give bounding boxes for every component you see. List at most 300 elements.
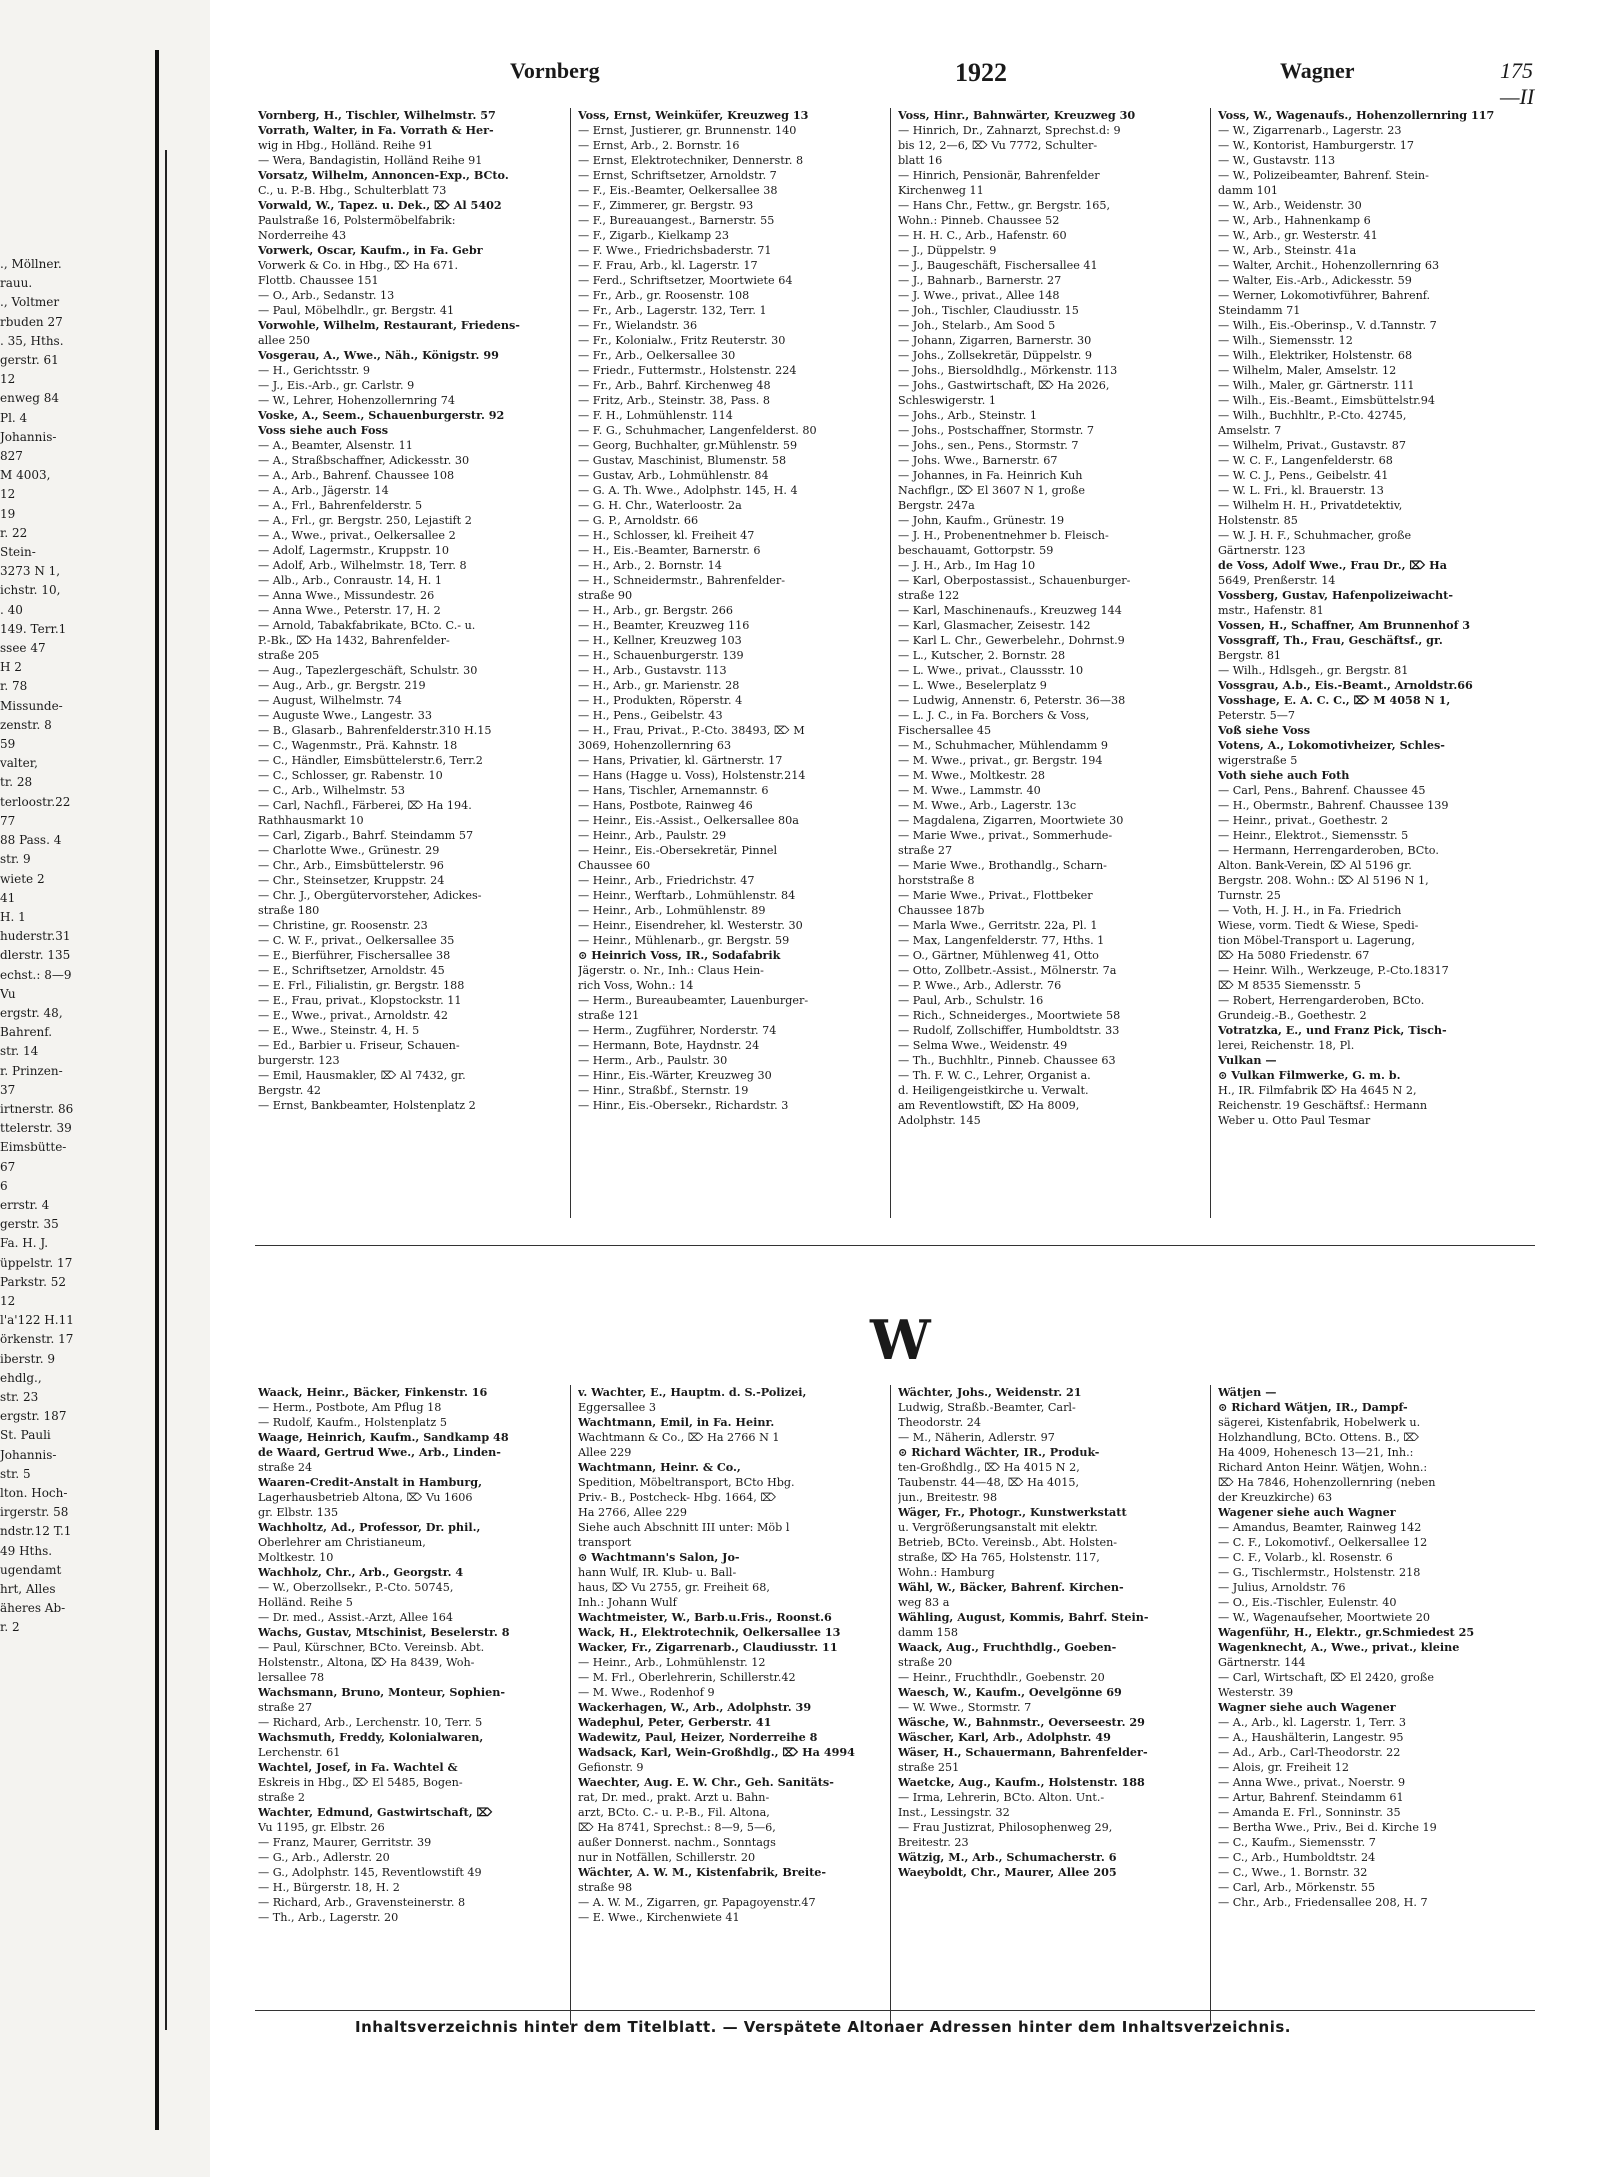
directory-entry: — F. Wwe., Friedrichsbaderstr. 71	[578, 244, 772, 257]
directory-entry: — F. G., Schuhmacher, Langenfelderst. 80	[578, 424, 817, 437]
directory-entry: — L., Kutscher, 2. Bornstr. 28	[898, 649, 1066, 662]
left-page-fragment: 3273 N 1,	[0, 564, 61, 579]
directory-entry: — G. H. Chr., Waterloostr. 2a	[578, 499, 742, 512]
left-page-fragment: enweg 84	[0, 391, 59, 406]
directory-entry: — Hans Chr., Fettw., gr. Bergstr. 165,	[898, 199, 1111, 212]
directory-entry: Vu 1195, gr. Elbstr. 26	[258, 1821, 385, 1834]
directory-entry: — E., Schriftsetzer, Arnoldstr. 45	[258, 964, 445, 977]
left-page-fragment: valter,	[0, 756, 38, 771]
directory-entry: Inst., Lessingstr. 32	[898, 1806, 1010, 1819]
directory-entry: — H. H. C., Arb., Hafenstr. 60	[898, 229, 1067, 242]
directory-entry: Waaren-Credit-Anstalt in Hamburg,	[258, 1475, 483, 1489]
directory-entry: — Ludwig, Annenstr. 6, Peterstr. 36—38	[898, 694, 1126, 707]
directory-entry: beschauamt, Gottorpstr. 59	[898, 544, 1054, 557]
directory-entry: — Wilh., Siemensstr. 12	[1218, 334, 1353, 347]
directory-entry: lersallee 78	[258, 1671, 325, 1684]
directory-entry: Gefionstr. 9	[578, 1761, 644, 1774]
directory-entry: — E. Wwe., Kirchenwiete 41	[578, 1911, 740, 1924]
directory-entry: — Alb., Arb., Conraustr. 14, H. 1	[258, 574, 443, 587]
directory-entry: — Walter, Eis.-Arb., Adickesstr. 59	[1218, 274, 1412, 287]
directory-entry: — Rudolf, Kaufm., Holstenplatz 5	[258, 1416, 447, 1429]
header-first-entry: Vornberg	[510, 58, 600, 83]
directory-entry: — W. C. J., Pens., Geibelstr. 41	[1218, 469, 1389, 482]
directory-entry: — Heinr., Arb., Lohmühlenstr. 12	[578, 1656, 766, 1669]
directory-entry: Voss, Ernst, Weinküfer, Kreuzweg 13	[578, 108, 809, 122]
directory-entry: Wack, H., Elektrotechnik, Oelkersallee 13	[578, 1625, 841, 1639]
directory-entry: Lerchenstr. 61	[258, 1746, 341, 1759]
directory-entry: hann Wulf, IR. Klub- u. Ball-	[578, 1566, 737, 1579]
left-page-fragment: Fa. H. J.	[0, 1236, 49, 1251]
directory-entry: — Paul, Arb., Schulstr. 16	[898, 994, 1044, 1007]
directory-entry: — Th., Buchhltr., Pinneb. Chaussee 63	[898, 1054, 1116, 1067]
directory-entry: — Rudolf, Zollschiffer, Humboldtstr. 33	[898, 1024, 1120, 1037]
directory-entry: — Irma, Lehrerin, BCto. Alton. Unt.-	[898, 1791, 1105, 1804]
directory-entry: de Waard, Gertrud Wwe., Arb., Linden-	[258, 1445, 501, 1459]
directory-entry: Norderreihe 43	[258, 229, 347, 242]
directory-entry: Eggersallee 3	[578, 1401, 656, 1414]
directory-entry: Bergstr. 247a	[898, 499, 975, 512]
section-letter: W	[870, 1308, 931, 1372]
directory-entry: blatt 16	[898, 154, 943, 167]
directory-entry: — Heinr., Arb., Paulstr. 29	[578, 829, 727, 842]
directory-entry: — Joh., Stelarb., Am Sood 5	[898, 319, 1056, 332]
left-page-fragments	[0, 255, 80, 1638]
directory-entry: — C., Schlosser, gr. Rabenstr. 10	[258, 769, 443, 782]
directory-entry: Wähling, August, Kommis, Bahrf. Stein-	[898, 1610, 1149, 1624]
left-page-fragment: r. 2	[0, 1620, 20, 1635]
directory-entry: Votratzka, E., und Franz Pick, Tisch-	[1218, 1023, 1447, 1037]
directory-entry: Ha 4009, Hohenesch 13—21, Inh.:	[1218, 1446, 1414, 1459]
directory-entry: — Hermann, Bote, Haydnstr. 24	[578, 1039, 760, 1052]
directory-entry: — Karl L. Chr., Gewerbelehr., Dohrnst.9	[898, 634, 1125, 647]
directory-entry: — E., Wwe., privat., Arnoldstr. 42	[258, 1009, 448, 1022]
directory-entry: — Karl, Glasmacher, Zeisestr. 142	[898, 619, 1091, 632]
directory-entry: — Frau Justizrat, Philosophenweg 29,	[898, 1821, 1113, 1834]
directory-entry: straße 122	[898, 589, 960, 602]
left-page-fragment: l'a'122 H.11	[0, 1313, 74, 1328]
directory-entry: Ha 2766, Allee 229	[578, 1506, 687, 1519]
directory-entry: — M. Wwe., Rodenhof 9	[578, 1686, 715, 1699]
left-page-fragment: ., Möllner.	[0, 257, 62, 271]
directory-entry: — Johannes, in Fa. Heinrich Kuh	[898, 469, 1083, 482]
directory-entry: — Walter, Archit., Hohenzollernring 63	[1218, 259, 1440, 272]
directory-entry: — Heinr., privat., Goethestr. 2	[1218, 814, 1389, 827]
directory-entry: — A., Wwe., privat., Oelkersallee 2	[258, 529, 456, 542]
directory-entry: — F. Frau, Arb., kl. Lagerstr. 17	[578, 259, 758, 272]
directory-entry: Eskreis in Hbg., ⌦ El 5485, Bogen-	[258, 1776, 463, 1789]
directory-entry: — C. W. F., privat., Oelkersallee 35	[258, 934, 455, 947]
directory-entry: — Marla Wwe., Gerritstr. 22a, Pl. 1	[898, 919, 1098, 932]
directory-entry: allee 250	[258, 334, 310, 347]
directory-entry: — C., Wwe., 1. Bornstr. 32	[1218, 1866, 1368, 1879]
directory-entry: — O., Gärtner, Mühlenweg 41, Otto	[898, 949, 1099, 962]
directory-entry: — Ernst, Bankbeamter, Holstenplatz 2	[258, 1099, 476, 1112]
left-page-fragment: Johannis-	[0, 429, 57, 444]
directory-entry: — Hans (Hagge u. Voss), Holstenstr.214	[578, 769, 806, 782]
directory-entry: Taubenstr. 44—48, ⌦ Ha 4015,	[898, 1476, 1080, 1489]
page-left-edge	[165, 150, 167, 2030]
directory-entry: — C., Arb., Wilhelmstr. 53	[258, 784, 406, 797]
directory-entry: — Wera, Bandagistin, Holländ Reihe 91	[258, 154, 483, 167]
directory-entry: Paulstraße 16, Polstermöbelfabrik:	[258, 214, 456, 227]
directory-entry: Waesch, W., Kaufm., Oevelgönne 69	[898, 1685, 1122, 1699]
directory-entry: — A., Straßbschaffner, Adickesstr. 30	[258, 454, 470, 467]
directory-entry: Waage, Heinrich, Kaufm., Sandkamp 48	[258, 1430, 509, 1444]
left-page-fragment: gerstr. 35	[0, 1217, 59, 1232]
directory-entry: straße 180	[258, 904, 320, 917]
directory-entry: — Fr., Arb., Oelkersallee 30	[578, 349, 736, 362]
directory-entry: — Chr. J., Obergütervorsteher, Adickes-	[258, 889, 482, 902]
directory-entry: Ludwig, Straßb.-Beamter, Carl-	[898, 1401, 1076, 1414]
directory-entry: Amselstr. 7	[1218, 424, 1282, 437]
directory-entry: rat, Dr. med., prakt. Arzt u. Bahn-	[578, 1791, 770, 1804]
directory-entry: — H., Arb., 2. Bornstr. 14	[578, 559, 722, 572]
directory-entry: — W., Arb., Hahnenkamp 6	[1218, 214, 1371, 227]
column-rule	[1210, 1385, 1211, 2025]
directory-entry: Vosgerau, A., Wwe., Näh., Königstr. 99	[258, 348, 499, 362]
directory-entry: Theodorstr. 24	[898, 1416, 981, 1429]
directory-entry: — H., Arb., Gustavstr. 113	[578, 664, 727, 677]
directory-entry: — F., Zigarb., Kielkamp 23	[578, 229, 729, 242]
left-page-fragment: echst.: 8—9	[0, 967, 72, 982]
column-rule	[890, 108, 891, 1218]
directory-entry: Wiese, vorm. Tiedt & Wiese, Spedi-	[1218, 919, 1419, 932]
directory-entry: — W., Zigarrenarb., Lagerstr. 23	[1218, 124, 1402, 137]
directory-entry: — A., Arb., kl. Lagerstr. 1, Terr. 3	[1218, 1716, 1407, 1729]
directory-entry: — Ernst, Elektrotechniker, Dennerstr. 8	[578, 154, 804, 167]
directory-entry: horststraße 8	[898, 874, 975, 887]
directory-entry: Vossen, H., Schaffner, Am Brunnenhof 3	[1218, 618, 1471, 632]
directory-entry: — Th. F. W. C., Lehrer, Organist a.	[898, 1069, 1091, 1082]
directory-entry: — P. Wwe., Arb., Adlerstr. 76	[898, 979, 1062, 992]
directory-entry: — W., Gustavstr. 113	[1218, 154, 1336, 167]
directory-entry: — Hinr., Eis.-Obersekr., Richardstr. 3	[578, 1099, 789, 1112]
directory-entry: Wäscher, Karl, Arb., Adolphstr. 49	[898, 1730, 1111, 1744]
directory-entry: — Carl, Nachfl., Färberei, ⌦ Ha 194.	[258, 799, 472, 812]
directory-entry: — Friedr., Futtermstr., Holstenstr. 224	[578, 364, 797, 377]
directory-entry: Wätzig, M., Arb., Schumacherstr. 6	[898, 1850, 1117, 1864]
directory-entry: Wachter, Edmund, Gastwirtschaft, ⌦	[258, 1805, 493, 1819]
directory-entry: straße, ⌦ Ha 765, Holstenstr. 117,	[898, 1551, 1100, 1564]
directory-entry: — Fr., Arb., gr. Roosenstr. 108	[578, 289, 750, 302]
directory-entry: — Charlotte Wwe., Grünestr. 29	[258, 844, 440, 857]
directory-entry: ⊙ Heinrich Voss, IR., Sodafabrik	[578, 948, 781, 962]
directory-entry: Peterstr. 5—7	[1218, 709, 1295, 722]
directory-entry: — Georg, Buchhalter, gr.Mühlenstr. 59	[578, 439, 798, 452]
directory-entry: Waack, Heinr., Bäcker, Finkenstr. 16	[258, 1385, 488, 1399]
directory-entry: — Carl, Zigarb., Bahrf. Steindamm 57	[258, 829, 474, 842]
left-page-fragment: r. 22	[0, 525, 28, 540]
directory-entry: — H., Obermstr., Bahrenf. Chaussee 139	[1218, 799, 1449, 812]
directory-entry: — C. F., Lokomotivf., Oelkersallee 12	[1218, 1536, 1428, 1549]
directory-entry: — Heinr. Wilh., Werkzeuge, P.-Cto.18317	[1218, 964, 1449, 977]
left-page-fragment: ssee 47	[0, 641, 46, 656]
directory-entry: — O., Arb., Sedanstr. 13	[258, 289, 395, 302]
directory-entry: ⊙ Richard Wächter, IR., Produk-	[898, 1445, 1100, 1459]
directory-entry: — E., Bierführer, Fischersallee 38	[258, 949, 451, 962]
directory-entry: Vorwerk & Co. in Hbg., ⌦ Ha 671.	[258, 259, 459, 272]
left-page-fragment: üppelstr. 17	[0, 1255, 73, 1270]
directory-entry: — Wilh., Elektriker, Holstenstr. 68	[1218, 349, 1413, 362]
left-page-fragment: Pl. 4	[0, 410, 28, 425]
directory-entry: Jägerstr. o. Nr., Inh.: Claus Hein-	[578, 964, 764, 977]
directory-entry: — Heinr., Arb., Lohmühlenstr. 89	[578, 904, 766, 917]
directory-entry: — Herm., Arb., Paulstr. 30	[578, 1054, 728, 1067]
directory-entry: Gärtnerstr. 144	[1218, 1656, 1306, 1669]
directory-entry: Vulkan —	[1218, 1053, 1277, 1067]
directory-entry: Vorwohle, Wilhelm, Restaurant, Friedens-	[258, 318, 520, 332]
directory-entry: straße 20	[898, 1656, 953, 1669]
left-page-fragment: 59	[0, 737, 16, 752]
directory-entry: Flottb. Chaussee 151	[258, 274, 379, 287]
directory-entry: Siehe auch Abschnitt III unter: Möb l	[578, 1521, 790, 1534]
directory-entry: — Wilh., Maler, gr. Gärtnerstr. 111	[1218, 379, 1415, 392]
left-page-fragment: rbuden 27	[0, 314, 63, 329]
directory-entry: — Hermann, Herrengarderoben, BCto.	[1218, 844, 1439, 857]
left-page-fragment: 6	[0, 1178, 8, 1193]
directory-entry: straße 121	[578, 1009, 640, 1022]
left-page-fragment: ichstr. 10,	[0, 583, 61, 598]
directory-entry: ⊙ Vulkan Filmwerke, G. m. b.	[1218, 1068, 1401, 1082]
directory-entry: straße 27	[258, 1701, 313, 1714]
left-page-fragment: 37	[0, 1082, 16, 1097]
directory-entry: — Heinr., Fruchthdlr., Goebenstr. 20	[898, 1671, 1105, 1684]
left-page-fragment: H. 1	[0, 909, 26, 924]
directory-entry: — W., Oberzollsekr., P.-Cto. 50745,	[258, 1581, 454, 1594]
directory-entry: transport	[578, 1536, 632, 1549]
directory-entry: jun., Breitestr. 98	[898, 1491, 998, 1504]
directory-entry: — Wilh., Buchhltr., P.-Cto. 42745,	[1218, 409, 1407, 422]
directory-entry: — F., Zimmerer, gr. Bergstr. 93	[578, 199, 754, 212]
directory-entry: — G. A. Th. Wwe., Adolphstr. 145, H. 4	[578, 484, 798, 497]
directory-entry: damm 101	[1218, 184, 1278, 197]
directory-entry: — Wilhelm H. H., Privatdetektiv,	[1218, 499, 1403, 512]
directory-entry: — Johs., Gastwirtschaft, ⌦ Ha 2026,	[898, 379, 1110, 392]
directory-entry: außer Donnerst. nachm., Sonntags	[578, 1836, 776, 1849]
directory-entry: Steindamm 71	[1218, 304, 1301, 317]
directory-entry: burgerstr. 123	[258, 1054, 340, 1067]
directory-entry: — Otto, Zollbetr.-Assist., Mölnerstr. 7a	[898, 964, 1117, 977]
directory-entry: — H., Pens., Geibelstr. 43	[578, 709, 723, 722]
directory-entry: Vossgrau, A.b., Eis.-Beamt., Arnoldstr.66	[1218, 678, 1473, 692]
left-page-fragment: 12	[0, 372, 16, 387]
directory-entry: lerei, Reichenstr. 18, Pl.	[1218, 1039, 1355, 1052]
directory-entry: — Johs., Zollsekretär, Düppelstr. 9	[898, 349, 1093, 362]
directory-entry: Wäger, Fr., Photogr., Kunstwerkstatt	[898, 1505, 1127, 1519]
left-page-fragment: Johannis-	[0, 1447, 57, 1462]
directory-entry: — Carl, Arb., Mörkenstr. 55	[1218, 1881, 1376, 1894]
directory-entry: — Fr., Kolonialw., Fritz Reuterstr. 30	[578, 334, 786, 347]
directory-column	[578, 108, 884, 1113]
directory-entry: Wachtmann & Co., ⌦ Ha 2766 N 1	[578, 1431, 780, 1444]
directory-entry: Wackerhagen, W., Arb., Adolphstr. 39	[578, 1700, 812, 1714]
directory-entry: Wohn.: Hamburg	[898, 1566, 995, 1579]
directory-entry: — Ernst, Schriftsetzer, Arnoldstr. 7	[578, 169, 777, 182]
left-page-fragment: 19	[0, 506, 16, 521]
directory-entry: Wachs, Gustav, Mtschinist, Beselerstr. 8	[258, 1625, 510, 1639]
directory-entry: — H., Schlosser, kl. Freiheit 47	[578, 529, 755, 542]
directory-entry: — B., Glasarb., Bahrenfelderstr.310 H.15	[258, 724, 492, 737]
directory-entry: Gärtnerstr. 123	[1218, 544, 1306, 557]
directory-entry: — Dr. med., Assist.-Arzt, Allee 164	[258, 1611, 454, 1624]
directory-entry: wigerstraße 5	[1218, 754, 1298, 767]
directory-entry: Bergstr. 42	[258, 1084, 322, 1097]
header-year: 1922	[955, 58, 1007, 87]
directory-entry: Waechter, Aug. E. W. Chr., Geh. Sanitäts-	[578, 1775, 834, 1789]
directory-entry: — H., Schneidermstr., Bahrenfelder-	[578, 574, 785, 587]
directory-entry: — Voth, H. J. H., in Fa. Friedrich	[1218, 904, 1402, 917]
directory-entry: — Johs. Wwe., Barnerstr. 67	[898, 454, 1058, 467]
directory-entry: — M., Schuhmacher, Mühlendamm 9	[898, 739, 1109, 752]
directory-columns-bottom	[258, 1385, 1538, 2025]
directory-entry: — Carl, Wirtschaft, ⌦ El 2420, große	[1218, 1671, 1434, 1684]
directory-entry: Priv.- B., Postcheck- Hbg. 1664, ⌦	[578, 1491, 777, 1504]
directory-entry: Inh.: Johann Wulf	[578, 1596, 677, 1609]
directory-entry: 3069, Hohenzollernring 63	[578, 739, 732, 752]
left-page-fragment: r. 78	[0, 679, 28, 694]
directory-entry: Wohn.: Pinneb. Chaussee 52	[898, 214, 1060, 227]
directory-entry: — H., Kellner, Kreuzweg 103	[578, 634, 742, 647]
left-page-fragment: hrt, Alles	[0, 1582, 56, 1597]
directory-entry: u. Vergrößerungsanstalt mit elektr.	[898, 1521, 1098, 1534]
directory-entry: Bergstr. 208. Wohn.: ⌦ Al 5196 N 1,	[1218, 874, 1429, 887]
directory-entry: — C., Kaufm., Siemensstr. 7	[1218, 1836, 1376, 1849]
directory-entry: — H., Arb., gr. Bergstr. 266	[578, 604, 733, 617]
directory-entry: — F. H., Lohmühlenstr. 114	[578, 409, 733, 422]
directory-entry: — J., Düppelstr. 9	[898, 244, 997, 257]
directory-entry: — A., Frl., Bahrenfelderstr. 5	[258, 499, 423, 512]
directory-entry: — H., Arb., gr. Marienstr. 28	[578, 679, 740, 692]
left-page-fragment: 49 Hths.	[0, 1543, 53, 1558]
directory-entry: — Aug., Arb., gr. Bergstr. 219	[258, 679, 426, 692]
directory-entry: Voß siehe Voss	[1218, 723, 1311, 737]
directory-entry: Nachflgr., ⌦ El 3607 N 1, große	[898, 484, 1085, 497]
directory-entry: Richard Anton Heinr. Wätjen, Wohn.:	[1218, 1461, 1428, 1474]
directory-column	[1218, 1385, 1524, 1910]
directory-entry: Waack, Aug., Fruchthdlg., Goeben-	[898, 1640, 1117, 1654]
directory-entry: — C., Wagenmstr., Prä. Kahnstr. 18	[258, 739, 458, 752]
left-page-fragment: . 40	[0, 602, 23, 617]
left-page-fragment: terloostr.22	[0, 794, 71, 809]
directory-entry: — Heinr., Eis.-Obersekretär, Pinnel	[578, 844, 778, 857]
directory-entry: — G., Adolphstr. 145, Reventlowstift 49	[258, 1866, 482, 1879]
directory-entry: Wätjen —	[1218, 1385, 1277, 1399]
directory-entry: Wachtel, Josef, in Fa. Wachtel &	[258, 1760, 458, 1774]
left-page-fragment: irtnerstr. 86	[0, 1101, 74, 1116]
directory-entry: — John, Kaufm., Grünestr. 19	[898, 514, 1065, 527]
directory-entry: — W. J. H. F., Schuhmacher, große	[1218, 529, 1412, 542]
directory-entry: Wadsack, Karl, Wein-Großhdlg., ⌦ Ha 4994	[578, 1745, 855, 1759]
directory-entry: — Wilhelm, Maler, Amselstr. 12	[1218, 364, 1397, 377]
directory-entry: rich Voss, Wohn.: 14	[578, 979, 694, 992]
directory-entry: — Wilhelm, Privat., Gustavstr. 87	[1218, 439, 1407, 452]
left-page-fragment: 88 Pass. 4	[0, 833, 62, 848]
directory-entry: Vornberg, H., Tischler, Wilhelmstr. 57	[258, 108, 496, 122]
directory-entry: ⊙ Wachtmann's Salon, Jo-	[578, 1550, 740, 1564]
directory-entry: — Hans, Privatier, kl. Gärtnerstr. 17	[578, 754, 783, 767]
directory-entry: Wagner siehe auch Wagener	[1218, 1700, 1396, 1714]
directory-entry: Adolphstr. 145	[898, 1114, 981, 1127]
left-page-fragment: zenstr. 8	[0, 717, 52, 732]
directory-entry: Wacker, Fr., Zigarrenarb., Claudiusstr. 11	[578, 1640, 838, 1654]
left-page-fragment: str. 9	[0, 852, 31, 867]
directory-entry: — A., Haushälterin, Langestr. 95	[1218, 1731, 1404, 1744]
directory-entry: Wagener siehe auch Wagner	[1218, 1505, 1396, 1519]
directory-entry: — Chr., Steinsetzer, Kruppstr. 24	[258, 874, 445, 887]
directory-entry: — J. H., Probenentnehmer b. Fleisch-	[898, 529, 1109, 542]
left-page-fragment: Bahrenf.	[0, 1025, 53, 1040]
directory-entry: — A. W. M., Zigarren, gr. Papagoyenstr.47	[578, 1896, 816, 1909]
left-page-fragment: Eimsbütte-	[0, 1140, 67, 1155]
directory-entry: — Gustav, Maschinist, Blumenstr. 58	[578, 454, 787, 467]
directory-entry: — J. Wwe., privat., Allee 148	[898, 289, 1060, 302]
directory-entry: Votens, A., Lokomotivheizer, Schles-	[1218, 738, 1445, 752]
directory-entry: ten-Großhdlg., ⌦ Ha 4015 N 2,	[898, 1461, 1080, 1474]
directory-entry: — M. Wwe., Moltkestr. 28	[898, 769, 1046, 782]
directory-entry: — A., Arb., Jägerstr. 14	[258, 484, 389, 497]
directory-entry: — Fr., Wielandstr. 36	[578, 319, 698, 332]
directory-entry: — Robert, Herrengarderoben, BCto.	[1218, 994, 1425, 1007]
left-page-fragment: gerstr. 61	[0, 353, 59, 368]
directory-entry: — G., Tischlermstr., Holstenstr. 218	[1218, 1566, 1421, 1579]
directory-entry: Wäsche, W., Bahnmstr., Oeverseestr. 29	[898, 1715, 1145, 1729]
directory-entry: gr. Elbstr. 135	[258, 1506, 339, 1519]
left-page-fragment: dlerstr. 135	[0, 948, 71, 963]
directory-entry: Wagenführ, H., Elektr., gr.Schmiedest 25	[1218, 1625, 1475, 1639]
left-page-fragment: 77	[0, 813, 16, 828]
directory-entry: — H., Beamter, Kreuzweg 116	[578, 619, 750, 632]
directory-column	[1218, 108, 1524, 1128]
directory-entry: — Wilh., Eis.-Beamt., Eimsbüttelstr.94	[1218, 394, 1435, 407]
directory-entry: Schleswigerstr. 1	[898, 394, 996, 407]
directory-entry: Turnstr. 25	[1218, 889, 1281, 902]
directory-entry: Voske, A., Seem., Schauenburgerstr. 92	[258, 408, 505, 422]
page-number: 175—II	[1500, 58, 1535, 109]
left-page-fragment: Vu	[0, 986, 16, 1001]
directory-entry: — Hinr., Eis.-Wärter, Kreuzweg 30	[578, 1069, 772, 1082]
directory-entry: — Anna Wwe., Missundestr. 26	[258, 589, 435, 602]
directory-entry: — H., Eis.-Beamter, Barnerstr. 6	[578, 544, 761, 557]
directory-entry: — Chr., Arb., Friedensallee 208, H. 7	[1218, 1896, 1428, 1909]
directory-entry: — M. Wwe., Lammstr. 40	[898, 784, 1041, 797]
directory-entry: — Arnold, Tabakfabrikate, BCto. C.- u.	[258, 619, 476, 632]
directory-entry: — Adolf, Arb., Wilhelmstr. 18, Terr. 8	[258, 559, 467, 572]
directory-entry: — Ferd., Schriftsetzer, Moortwiete 64	[578, 274, 793, 287]
directory-entry: H., IR. Filmfabrik ⌦ Ha 4645 N 2,	[1218, 1084, 1417, 1097]
directory-entry: — Heinr., Elektrot., Siemensstr. 5	[1218, 829, 1409, 842]
directory-entry: Wadephul, Peter, Gerberstr. 41	[578, 1715, 772, 1729]
directory-entry: — Marie Wwe., Privat., Flottbeker	[898, 889, 1093, 902]
directory-entry: — J., Baugeschäft, Fischersallee 41	[898, 259, 1098, 272]
directory-entry: — Amanda E. Frl., Sonninstr. 35	[1218, 1806, 1401, 1819]
directory-entry: Wähl, W., Bäcker, Bahrenf. Kirchen-	[898, 1580, 1124, 1594]
directory-entry: — Emil, Hausmakler, ⌦ Al 7432, gr.	[258, 1069, 466, 1082]
directory-entry: — M. Wwe., privat., gr. Bergstr. 194	[898, 754, 1103, 767]
directory-entry: — Herm., Zugführer, Norderstr. 74	[578, 1024, 777, 1037]
directory-entry: Wachsmann, Bruno, Monteur, Sophien-	[258, 1685, 506, 1699]
directory-entry: de Voss, Adolf Wwe., Frau Dr., ⌦ Ha	[1218, 558, 1447, 572]
directory-entry: Voss, Hinr., Bahnwärter, Kreuzweg 30	[898, 108, 1136, 122]
directory-entry: straße 24	[258, 1461, 313, 1474]
left-page-fragment: 149. Terr.1	[0, 621, 67, 636]
directory-entry: Allee 229	[578, 1446, 632, 1459]
directory-entry: — A., Arb., Bahrenf. Chaussee 108	[258, 469, 455, 482]
directory-entry: Vorwerk, Oscar, Kaufm., in Fa. Gebr	[258, 243, 483, 257]
directory-entry: Fischersallee 45	[898, 724, 992, 737]
directory-entry: — E., Wwe., Steinstr. 4, H. 5	[258, 1024, 420, 1037]
directory-entry: — Hans, Tischler, Arnemannstr. 6	[578, 784, 769, 797]
directory-entry: — E. Frl., Filialistin, gr. Bergstr. 188	[258, 979, 465, 992]
